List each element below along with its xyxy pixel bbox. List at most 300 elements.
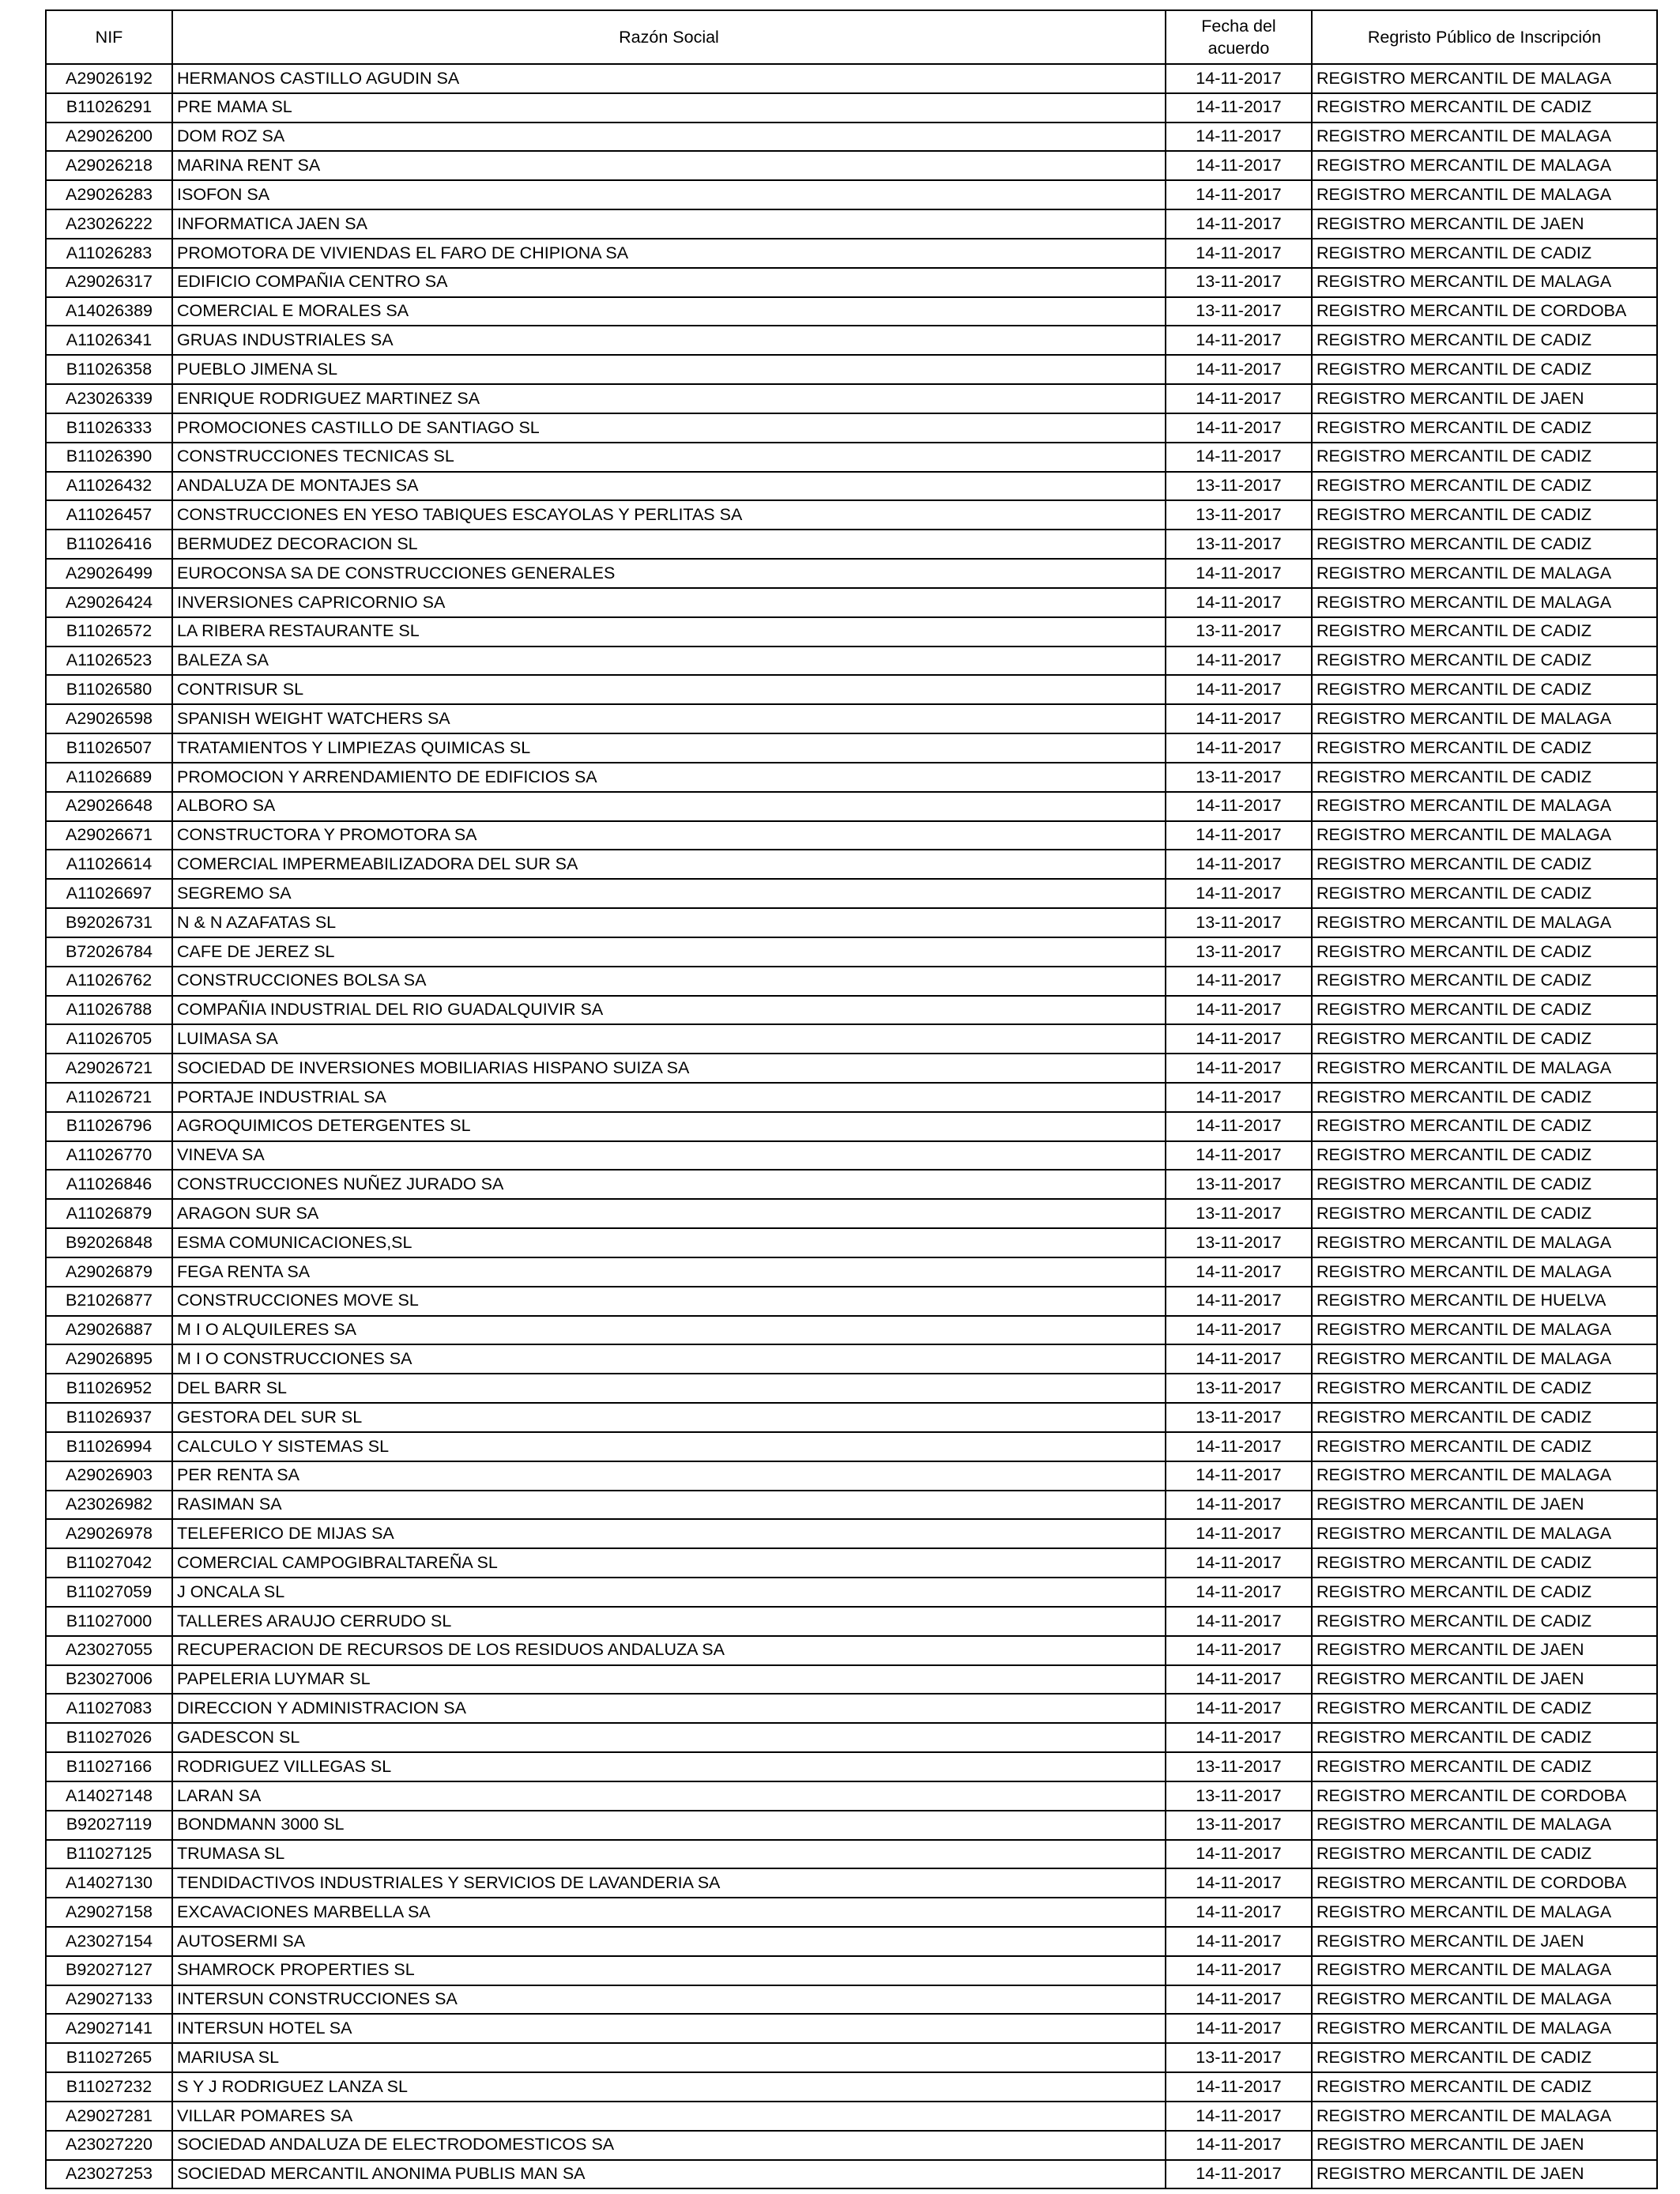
table-body: [46, 64, 1657, 2188]
company-registry-table: [45, 9, 1658, 2189]
cell-nif: B11026994: [46, 1432, 172, 1461]
table-header: [46, 10, 1657, 64]
cell-registro: REGISTRO MERCANTIL DE JAEN: [1312, 1491, 1657, 1520]
cell-registro: REGISTRO MERCANTIL DE CADIZ: [1312, 879, 1657, 908]
cell-razon-social: VILLAR POMARES SA: [172, 2102, 1166, 2131]
cell-fecha: 14-11-2017: [1166, 821, 1312, 850]
cell-fecha: 14-11-2017: [1166, 413, 1312, 443]
cell-registro: REGISTRO MERCANTIL DE CADIZ: [1312, 1723, 1657, 1752]
cell-registro: REGISTRO MERCANTIL DE CADIZ: [1312, 1141, 1657, 1171]
table-row: [46, 1898, 1657, 1927]
table-row: [46, 1461, 1657, 1491]
cell-nif: A29027141: [46, 2014, 172, 2043]
table-row: [46, 1374, 1657, 1403]
cell-registro: REGISTRO MERCANTIL DE JAEN: [1312, 1927, 1657, 1956]
cell-nif: A29027281: [46, 2102, 172, 2131]
cell-nif: B11027265: [46, 2043, 172, 2072]
cell-nif: A11026614: [46, 850, 172, 879]
cell-razon-social: ALBORO SA: [172, 792, 1166, 821]
cell-razon-social: EUROCONSA SA DE CONSTRUCCIONES GENERALES: [172, 559, 1166, 588]
table-row: [46, 1432, 1657, 1461]
table-row: [46, 1956, 1657, 1985]
cell-registro: REGISTRO MERCANTIL DE JAEN: [1312, 209, 1657, 239]
table-row: [46, 1257, 1657, 1287]
cell-registro: REGISTRO MERCANTIL DE MALAGA: [1312, 1054, 1657, 1083]
cell-registro: REGISTRO MERCANTIL DE CADIZ: [1312, 1024, 1657, 1054]
cell-registro: REGISTRO MERCANTIL DE CADIZ: [1312, 1607, 1657, 1636]
cell-fecha: 13-11-2017: [1166, 1199, 1312, 1228]
cell-razon-social: INTERSUN HOTEL SA: [172, 2014, 1166, 2043]
cell-fecha: 13-11-2017: [1166, 1811, 1312, 1840]
cell-registro: REGISTRO MERCANTIL DE CADIZ: [1312, 2072, 1657, 2102]
table-row: [46, 1170, 1657, 1199]
table-row: [46, 1636, 1657, 1665]
cell-registro: REGISTRO MERCANTIL DE CADIZ: [1312, 2043, 1657, 2072]
table-row: [46, 675, 1657, 704]
cell-nif: A23027253: [46, 2160, 172, 2189]
cell-fecha: 14-11-2017: [1166, 209, 1312, 239]
cell-nif: B11026358: [46, 355, 172, 384]
cell-nif: B11027125: [46, 1840, 172, 1869]
cell-fecha: 13-11-2017: [1166, 1170, 1312, 1199]
cell-nif: A29026598: [46, 704, 172, 733]
cell-razon-social: EDIFICIO COMPAÑIA CENTRO SA: [172, 268, 1166, 297]
cell-fecha: 14-11-2017: [1166, 1548, 1312, 1578]
cell-fecha: 14-11-2017: [1166, 1578, 1312, 1607]
table-row: [46, 1548, 1657, 1578]
table-row: [46, 413, 1657, 443]
cell-razon-social: RECUPERACION DE RECURSOS DE LOS RESIDUOS ANDALUZA SA: [172, 1636, 1166, 1665]
cell-registro: REGISTRO MERCANTIL DE CADIZ: [1312, 93, 1657, 123]
cell-fecha: 13-11-2017: [1166, 472, 1312, 501]
cell-razon-social: DEL BARR SL: [172, 1374, 1166, 1403]
cell-registro: REGISTRO MERCANTIL DE JAEN: [1312, 1636, 1657, 1665]
cell-fecha: 14-11-2017: [1166, 326, 1312, 355]
cell-razon-social: CONSTRUCCIONES TECNICAS SL: [172, 443, 1166, 472]
cell-razon-social: M I O ALQUILERES SA: [172, 1316, 1166, 1345]
cell-razon-social: AGROQUIMICOS DETERGENTES SL: [172, 1112, 1166, 1141]
table-row: [46, 647, 1657, 676]
cell-registro: REGISTRO MERCANTIL DE CADIZ: [1312, 937, 1657, 967]
table-row: [46, 384, 1657, 413]
table-row: [46, 472, 1657, 501]
cell-registro: REGISTRO MERCANTIL DE MALAGA: [1312, 64, 1657, 93]
table-row: [46, 297, 1657, 326]
cell-registro: REGISTRO MERCANTIL DE CADIZ: [1312, 500, 1657, 530]
cell-fecha: 13-11-2017: [1166, 1781, 1312, 1811]
cell-razon-social: COMERCIAL E MORALES SA: [172, 297, 1166, 326]
cell-nif: A14026389: [46, 297, 172, 326]
cell-razon-social: COMPAÑIA INDUSTRIAL DEL RIO GUADALQUIVIR SA: [172, 996, 1166, 1025]
cell-razon-social: TRATAMIENTOS Y LIMPIEZAS QUIMICAS SL: [172, 733, 1166, 763]
cell-fecha: 14-11-2017: [1166, 1636, 1312, 1665]
cell-nif: A11026788: [46, 996, 172, 1025]
cell-razon-social: SOCIEDAD ANDALUZA DE ELECTRODOMESTICOS SA: [172, 2131, 1166, 2160]
cell-razon-social: CONSTRUCCIONES BOLSA SA: [172, 967, 1166, 996]
cell-nif: A29026499: [46, 559, 172, 588]
cell-razon-social: SOCIEDAD DE INVERSIONES MOBILIARIAS HISPANO SUIZA SA: [172, 1054, 1166, 1083]
cell-registro: REGISTRO MERCANTIL DE CADIZ: [1312, 967, 1657, 996]
table-row: [46, 1024, 1657, 1054]
cell-razon-social: ESMA COMUNICACIONES,SL: [172, 1228, 1166, 1257]
cell-fecha: 13-11-2017: [1166, 617, 1312, 647]
table-row: [46, 1840, 1657, 1869]
cell-registro: REGISTRO MERCANTIL DE CADIZ: [1312, 326, 1657, 355]
cell-razon-social: BALEZA SA: [172, 647, 1166, 676]
cell-razon-social: PER RENTA SA: [172, 1461, 1166, 1491]
cell-fecha: 14-11-2017: [1166, 1316, 1312, 1345]
cell-fecha: 14-11-2017: [1166, 1432, 1312, 1461]
table-row: [46, 1781, 1657, 1811]
table-row: [46, 1519, 1657, 1548]
cell-registro: REGISTRO MERCANTIL DE CADIZ: [1312, 1694, 1657, 1723]
cell-registro: REGISTRO MERCANTIL DE CORDOBA: [1312, 1868, 1657, 1898]
cell-registro: REGISTRO MERCANTIL DE MALAGA: [1312, 1519, 1657, 1548]
cell-fecha: 14-11-2017: [1166, 2072, 1312, 2102]
cell-razon-social: PROMOCIONES CASTILLO DE SANTIAGO SL: [172, 413, 1166, 443]
header-fecha-acuerdo: Fecha del acuerdo: [1166, 10, 1312, 64]
cell-razon-social: BERMUDEZ DECORACION SL: [172, 530, 1166, 559]
cell-registro: REGISTRO MERCANTIL DE MALAGA: [1312, 704, 1657, 733]
cell-fecha: 14-11-2017: [1166, 1840, 1312, 1869]
cell-nif: B92027119: [46, 1811, 172, 1840]
cell-razon-social: CALCULO Y SISTEMAS SL: [172, 1432, 1166, 1461]
table-row: [46, 1083, 1657, 1112]
cell-fecha: 14-11-2017: [1166, 1956, 1312, 1985]
cell-razon-social: COMERCIAL CAMPOGIBRALTAREÑA SL: [172, 1548, 1166, 1578]
table-row: [46, 1811, 1657, 1840]
cell-fecha: 13-11-2017: [1166, 530, 1312, 559]
table-row: [46, 93, 1657, 123]
table-row: [46, 1752, 1657, 1781]
table-row: [46, 1723, 1657, 1752]
table-row: [46, 1228, 1657, 1257]
cell-fecha: 14-11-2017: [1166, 559, 1312, 588]
cell-fecha: 13-11-2017: [1166, 1228, 1312, 1257]
cell-razon-social: ENRIQUE RODRIGUEZ MARTINEZ SA: [172, 384, 1166, 413]
cell-nif: A29026721: [46, 1054, 172, 1083]
cell-fecha: 13-11-2017: [1166, 1752, 1312, 1781]
table-row: [46, 879, 1657, 908]
cell-registro: REGISTRO MERCANTIL DE CADIZ: [1312, 239, 1657, 268]
cell-registro: REGISTRO MERCANTIL DE CADIZ: [1312, 996, 1657, 1025]
cell-razon-social: ISOFON SA: [172, 180, 1166, 209]
cell-fecha: 14-11-2017: [1166, 647, 1312, 676]
cell-fecha: 14-11-2017: [1166, 1723, 1312, 1752]
table-row: [46, 704, 1657, 733]
table-row: [46, 1694, 1657, 1723]
cell-razon-social: ANDALUZA DE MONTAJES SA: [172, 472, 1166, 501]
cell-nif: B21026877: [46, 1287, 172, 1316]
cell-fecha: 14-11-2017: [1166, 1461, 1312, 1491]
cell-fecha: 14-11-2017: [1166, 1985, 1312, 2015]
cell-fecha: 13-11-2017: [1166, 763, 1312, 792]
cell-fecha: 14-11-2017: [1166, 1287, 1312, 1316]
table-row: [46, 2072, 1657, 2102]
cell-fecha: 14-11-2017: [1166, 2014, 1312, 2043]
cell-fecha: 13-11-2017: [1166, 937, 1312, 967]
cell-nif: A14027148: [46, 1781, 172, 1811]
table-row: [46, 530, 1657, 559]
table-row: [46, 1491, 1657, 1520]
cell-registro: REGISTRO MERCANTIL DE JAEN: [1312, 384, 1657, 413]
cell-razon-social: BONDMANN 3000 SL: [172, 1811, 1166, 1840]
cell-registro: REGISTRO MERCANTIL DE JAEN: [1312, 2131, 1657, 2160]
cell-nif: A11026721: [46, 1083, 172, 1112]
table-row: [46, 2160, 1657, 2189]
table-row: [46, 763, 1657, 792]
cell-registro: REGISTRO MERCANTIL DE CADIZ: [1312, 1403, 1657, 1432]
cell-razon-social: PORTAJE INDUSTRIAL SA: [172, 1083, 1166, 1112]
cell-registro: REGISTRO MERCANTIL DE CADIZ: [1312, 1578, 1657, 1607]
cell-nif: A11026523: [46, 647, 172, 676]
table-row: [46, 1868, 1657, 1898]
cell-nif: A29026648: [46, 792, 172, 821]
cell-registro: REGISTRO MERCANTIL DE CORDOBA: [1312, 297, 1657, 326]
cell-registro: REGISTRO MERCANTIL DE CADIZ: [1312, 1752, 1657, 1781]
table-row: [46, 908, 1657, 937]
cell-razon-social: PROMOCION Y ARRENDAMIENTO DE EDIFICIOS SA: [172, 763, 1166, 792]
table-row: [46, 443, 1657, 472]
cell-fecha: 14-11-2017: [1166, 1519, 1312, 1548]
table-row: [46, 996, 1657, 1025]
cell-fecha: 13-11-2017: [1166, 268, 1312, 297]
cell-razon-social: INFORMATICA JAEN SA: [172, 209, 1166, 239]
cell-registro: REGISTRO MERCANTIL DE CADIZ: [1312, 733, 1657, 763]
cell-razon-social: DOM ROZ SA: [172, 123, 1166, 152]
cell-nif: A11026697: [46, 879, 172, 908]
cell-razon-social: CONTRISUR SL: [172, 675, 1166, 704]
cell-fecha: 14-11-2017: [1166, 967, 1312, 996]
table-row: [46, 1316, 1657, 1345]
cell-fecha: 14-11-2017: [1166, 1665, 1312, 1695]
cell-nif: A29026895: [46, 1344, 172, 1374]
cell-nif: A23027220: [46, 2131, 172, 2160]
cell-fecha: 13-11-2017: [1166, 1403, 1312, 1432]
cell-fecha: 14-11-2017: [1166, 1694, 1312, 1723]
cell-fecha: 14-11-2017: [1166, 1927, 1312, 1956]
table-row: [46, 180, 1657, 209]
cell-fecha: 14-11-2017: [1166, 1112, 1312, 1141]
cell-registro: REGISTRO MERCANTIL DE MALAGA: [1312, 1228, 1657, 1257]
cell-fecha: 14-11-2017: [1166, 996, 1312, 1025]
table-row: [46, 733, 1657, 763]
cell-registro: REGISTRO MERCANTIL DE MALAGA: [1312, 1257, 1657, 1287]
cell-registro: REGISTRO MERCANTIL DE MALAGA: [1312, 1898, 1657, 1927]
cell-registro: REGISTRO MERCANTIL DE CADIZ: [1312, 355, 1657, 384]
cell-razon-social: CONSTRUCCIONES MOVE SL: [172, 1287, 1166, 1316]
cell-fecha: 13-11-2017: [1166, 1374, 1312, 1403]
cell-razon-social: RODRIGUEZ VILLEGAS SL: [172, 1752, 1166, 1781]
cell-nif: A29026317: [46, 268, 172, 297]
cell-razon-social: SPANISH WEIGHT WATCHERS SA: [172, 704, 1166, 733]
cell-registro: REGISTRO MERCANTIL DE JAEN: [1312, 1665, 1657, 1695]
cell-razon-social: MARIUSA SL: [172, 2043, 1166, 2072]
cell-nif: A29026671: [46, 821, 172, 850]
cell-nif: B92027127: [46, 1956, 172, 1985]
cell-registro: REGISTRO MERCANTIL DE MALAGA: [1312, 151, 1657, 180]
cell-nif: B11027042: [46, 1548, 172, 1578]
cell-fecha: 13-11-2017: [1166, 2043, 1312, 2072]
cell-registro: REGISTRO MERCANTIL DE JAEN: [1312, 2160, 1657, 2189]
cell-razon-social: N & N AZAFATAS SL: [172, 908, 1166, 937]
cell-registro: REGISTRO MERCANTIL DE MALAGA: [1312, 2102, 1657, 2131]
cell-razon-social: GADESCON SL: [172, 1723, 1166, 1752]
cell-registro: REGISTRO MERCANTIL DE CADIZ: [1312, 530, 1657, 559]
cell-razon-social: RASIMAN SA: [172, 1491, 1166, 1520]
table-row: [46, 1665, 1657, 1695]
cell-nif: B11026952: [46, 1374, 172, 1403]
cell-razon-social: HERMANOS CASTILLO AGUDIN SA: [172, 64, 1166, 93]
cell-razon-social: FEGA RENTA SA: [172, 1257, 1166, 1287]
cell-fecha: 14-11-2017: [1166, 675, 1312, 704]
cell-nif: A29026192: [46, 64, 172, 93]
cell-nif: B11027166: [46, 1752, 172, 1781]
cell-nif: A11026770: [46, 1141, 172, 1171]
table-row: [46, 2043, 1657, 2072]
cell-registro: REGISTRO MERCANTIL DE CADIZ: [1312, 617, 1657, 647]
table-row: [46, 1578, 1657, 1607]
cell-nif: A29026879: [46, 1257, 172, 1287]
cell-nif: B11026333: [46, 413, 172, 443]
cell-registro: REGISTRO MERCANTIL DE MALAGA: [1312, 559, 1657, 588]
cell-registro: REGISTRO MERCANTIL DE MALAGA: [1312, 1344, 1657, 1374]
cell-nif: A29026887: [46, 1316, 172, 1345]
cell-razon-social: J ONCALA SL: [172, 1578, 1166, 1607]
cell-registro: REGISTRO MERCANTIL DE MALAGA: [1312, 588, 1657, 617]
header-registro: Regristo Público de Inscripción: [1312, 10, 1657, 64]
cell-razon-social: CONSTRUCCIONES EN YESO TABIQUES ESCAYOLAS Y PERLITAS SA: [172, 500, 1166, 530]
cell-razon-social: TENDIDACTIVOS INDUSTRIALES Y SERVICIOS DE LAVANDERIA SA: [172, 1868, 1166, 1898]
cell-nif: A29026903: [46, 1461, 172, 1491]
cell-fecha: 14-11-2017: [1166, 1607, 1312, 1636]
table-row: [46, 355, 1657, 384]
cell-razon-social: CONSTRUCCIONES NUÑEZ JURADO SA: [172, 1170, 1166, 1199]
cell-nif: A29026283: [46, 180, 172, 209]
cell-razon-social: TALLERES ARAUJO CERRUDO SL: [172, 1607, 1166, 1636]
cell-fecha: 14-11-2017: [1166, 2131, 1312, 2160]
cell-fecha: 14-11-2017: [1166, 2102, 1312, 2131]
table-row: [46, 1112, 1657, 1141]
cell-razon-social: GESTORA DEL SUR SL: [172, 1403, 1166, 1432]
cell-nif: B11027232: [46, 2072, 172, 2102]
cell-nif: A11026879: [46, 1199, 172, 1228]
cell-nif: A11026762: [46, 967, 172, 996]
cell-razon-social: M I O CONSTRUCCIONES SA: [172, 1344, 1166, 1374]
cell-nif: A23026982: [46, 1491, 172, 1520]
cell-razon-social: DIRECCION Y ADMINISTRACION SA: [172, 1694, 1166, 1723]
table-row: [46, 209, 1657, 239]
cell-fecha: 14-11-2017: [1166, 151, 1312, 180]
cell-registro: REGISTRO MERCANTIL DE MALAGA: [1312, 821, 1657, 850]
cell-fecha: 13-11-2017: [1166, 297, 1312, 326]
cell-nif: B92026848: [46, 1228, 172, 1257]
cell-registro: REGISTRO MERCANTIL DE CADIZ: [1312, 850, 1657, 879]
cell-nif: A29026978: [46, 1519, 172, 1548]
cell-registro: REGISTRO MERCANTIL DE CORDOBA: [1312, 1781, 1657, 1811]
cell-nif: B11026937: [46, 1403, 172, 1432]
cell-registro: REGISTRO MERCANTIL DE MALAGA: [1312, 1985, 1657, 2015]
cell-registro: REGISTRO MERCANTIL DE MALAGA: [1312, 908, 1657, 937]
cell-registro: REGISTRO MERCANTIL DE CADIZ: [1312, 472, 1657, 501]
cell-registro: REGISTRO MERCANTIL DE CADIZ: [1312, 1374, 1657, 1403]
table-row: [46, 2131, 1657, 2160]
cell-razon-social: TRUMASA SL: [172, 1840, 1166, 1869]
cell-registro: REGISTRO MERCANTIL DE CADIZ: [1312, 1170, 1657, 1199]
table-row: [46, 151, 1657, 180]
cell-registro: REGISTRO MERCANTIL DE MALAGA: [1312, 268, 1657, 297]
cell-registro: REGISTRO MERCANTIL DE MALAGA: [1312, 792, 1657, 821]
cell-nif: B11027026: [46, 1723, 172, 1752]
header-razon-social: Razón Social: [172, 10, 1166, 64]
cell-nif: B11026507: [46, 733, 172, 763]
cell-registro: REGISTRO MERCANTIL DE MALAGA: [1312, 123, 1657, 152]
cell-fecha: 14-11-2017: [1166, 1141, 1312, 1171]
cell-registro: REGISTRO MERCANTIL DE MALAGA: [1312, 1811, 1657, 1840]
cell-razon-social: COMERCIAL IMPERMEABILIZADORA DEL SUR SA: [172, 850, 1166, 879]
cell-fecha: 14-11-2017: [1166, 1054, 1312, 1083]
cell-nif: B11026580: [46, 675, 172, 704]
cell-fecha: 14-11-2017: [1166, 792, 1312, 821]
cell-nif: A11026689: [46, 763, 172, 792]
table-row: [46, 2102, 1657, 2131]
table-row: [46, 967, 1657, 996]
cell-nif: A11026283: [46, 239, 172, 268]
cell-registro: REGISTRO MERCANTIL DE MALAGA: [1312, 180, 1657, 209]
cell-razon-social: VINEVA SA: [172, 1141, 1166, 1171]
table-row: [46, 850, 1657, 879]
cell-fecha: 14-11-2017: [1166, 733, 1312, 763]
cell-razon-social: PRE MAMA SL: [172, 93, 1166, 123]
cell-nif: B92026731: [46, 908, 172, 937]
cell-fecha: 14-11-2017: [1166, 879, 1312, 908]
cell-nif: A29026424: [46, 588, 172, 617]
cell-razon-social: PROMOTORA DE VIVIENDAS EL FARO DE CHIPIONA SA: [172, 239, 1166, 268]
cell-razon-social: MARINA RENT SA: [172, 151, 1166, 180]
cell-fecha: 14-11-2017: [1166, 384, 1312, 413]
table-row: [46, 2014, 1657, 2043]
cell-fecha: 13-11-2017: [1166, 908, 1312, 937]
cell-fecha: 13-11-2017: [1166, 500, 1312, 530]
cell-registro: REGISTRO MERCANTIL DE CADIZ: [1312, 763, 1657, 792]
cell-registro: REGISTRO MERCANTIL DE MALAGA: [1312, 2014, 1657, 2043]
table-row: [46, 559, 1657, 588]
table-row: [46, 1141, 1657, 1171]
cell-razon-social: CONSTRUCTORA Y PROMOTORA SA: [172, 821, 1166, 850]
cell-razon-social: LA RIBERA RESTAURANTE SL: [172, 617, 1166, 647]
cell-fecha: 14-11-2017: [1166, 1898, 1312, 1927]
cell-nif: B11027000: [46, 1607, 172, 1636]
cell-razon-social: GRUAS INDUSTRIALES SA: [172, 326, 1166, 355]
cell-nif: A11026457: [46, 500, 172, 530]
cell-razon-social: AUTOSERMI SA: [172, 1927, 1166, 1956]
cell-razon-social: TELEFERICO DE MIJAS SA: [172, 1519, 1166, 1548]
cell-registro: REGISTRO MERCANTIL DE HUELVA: [1312, 1287, 1657, 1316]
cell-nif: A29026200: [46, 123, 172, 152]
table-row: [46, 1985, 1657, 2015]
cell-nif: A29027158: [46, 1898, 172, 1927]
cell-razon-social: LUIMASA SA: [172, 1024, 1166, 1054]
cell-registro: REGISTRO MERCANTIL DE CADIZ: [1312, 413, 1657, 443]
cell-nif: A11026705: [46, 1024, 172, 1054]
cell-nif: A23027154: [46, 1927, 172, 1956]
cell-fecha: 14-11-2017: [1166, 239, 1312, 268]
table-row: [46, 500, 1657, 530]
cell-razon-social: PUEBLO JIMENA SL: [172, 355, 1166, 384]
table-row: [46, 1287, 1657, 1316]
cell-registro: REGISTRO MERCANTIL DE CADIZ: [1312, 675, 1657, 704]
cell-razon-social: PAPELERIA LUYMAR SL: [172, 1665, 1166, 1695]
